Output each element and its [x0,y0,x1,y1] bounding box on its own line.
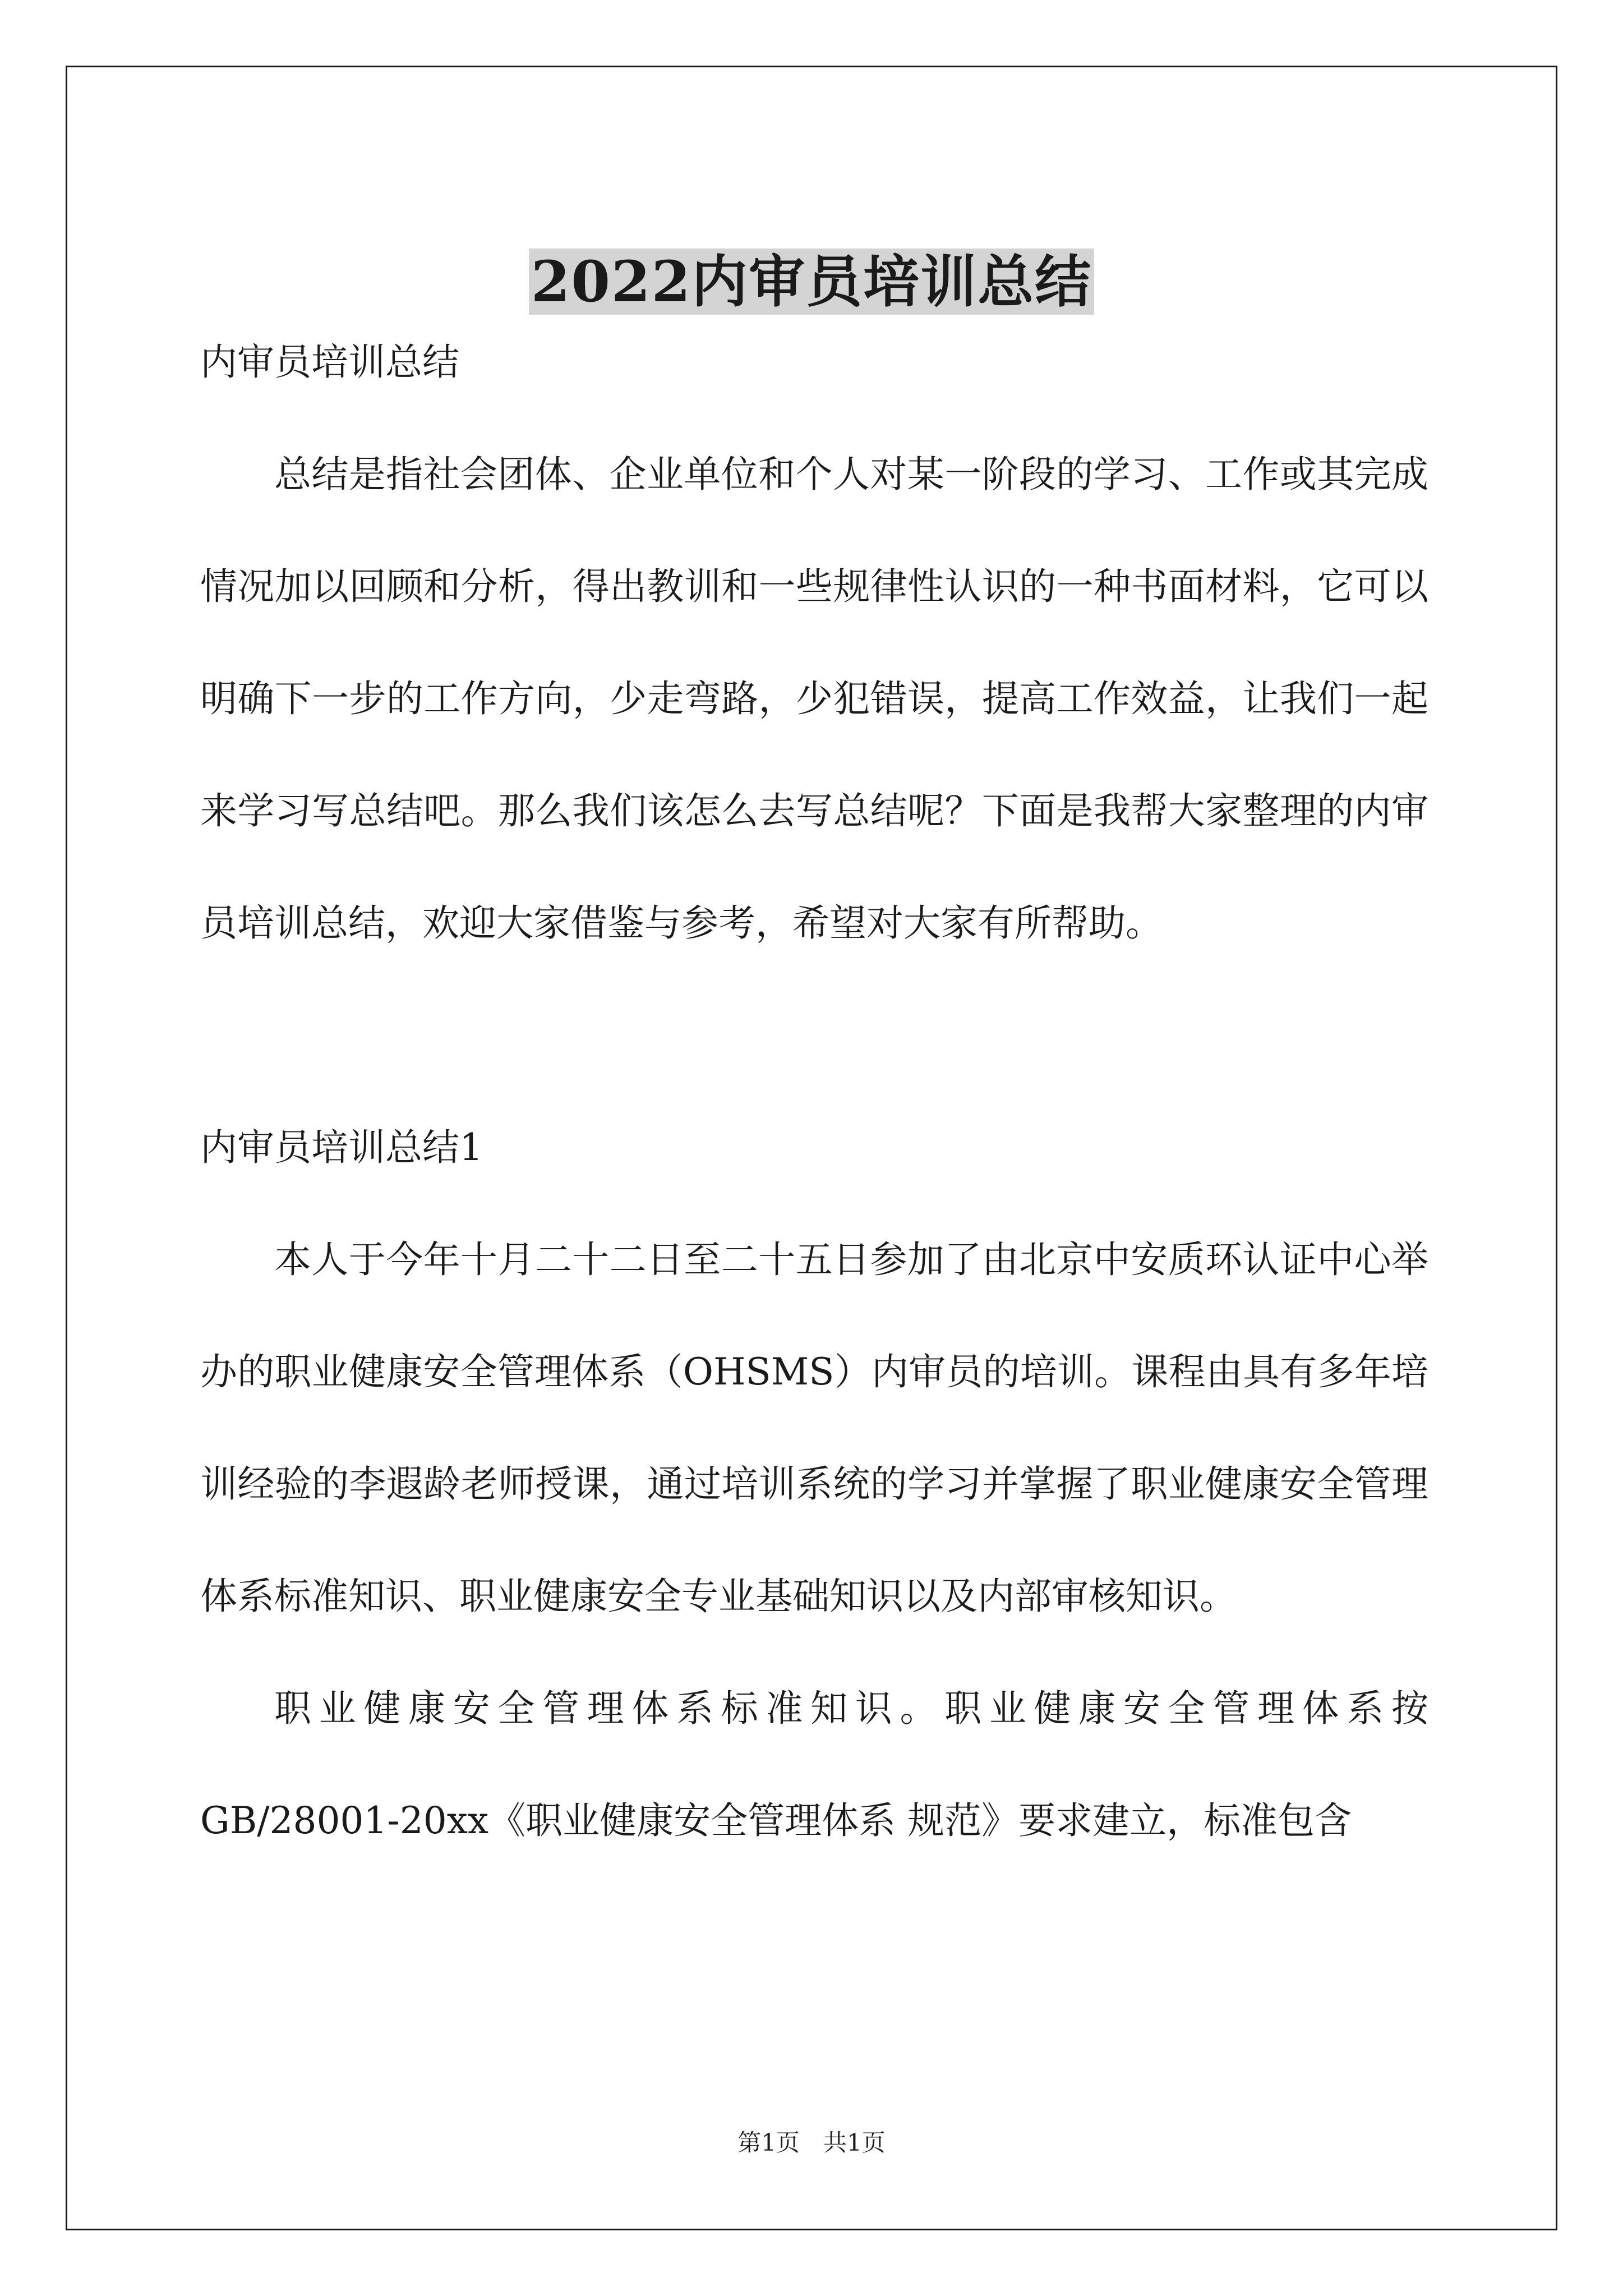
document-subtitle: 内审员培训总结 [200,341,459,384]
section-paragraph: 职业健康安全管理体系标准知识。职业健康安全管理体系按GB/28001-20xx《职业健康安全管理体系 规范》要求建立，标准包含 [200,1687,1428,1842]
intro-paragraph: 总结是指社会团体、企业单位和个人对某一阶段的学习、工作或其完成情况加以回顾和分析，得出教训和一些规律性认识的一种书面材料，它可以明确下一步的工作方向，少走弯路，少犯错误，提高工作效益，让我们一起来学习写总结吧。那么我们该怎么去写总结呢？下面是我帮大家整理的内审员培训总结，欢迎大家借鉴与参考，希望对大家有所帮助。 [200,453,1428,945]
section-heading: 内审员培训总结1 [200,1126,483,1169]
section-paragraph: 本人于今年十月二十二日至二十五日参加了由北京中安质环认证中心举办的职业健康安全管理体系（OHSMS）内审员的培训。课程由具有多年培训经验的李遐龄老师授课，通过培训系统的学习并掌握了职业健康安全管理体系标准知识、职业健康安全专业基础知识以及内部审核知识。 [200,1238,1428,1618]
page-number-footer: 第1页 共1页 [737,2129,886,2156]
document-body [200,306,1428,1877]
document-title-text: 2022内审员培训总结 [529,249,1094,315]
